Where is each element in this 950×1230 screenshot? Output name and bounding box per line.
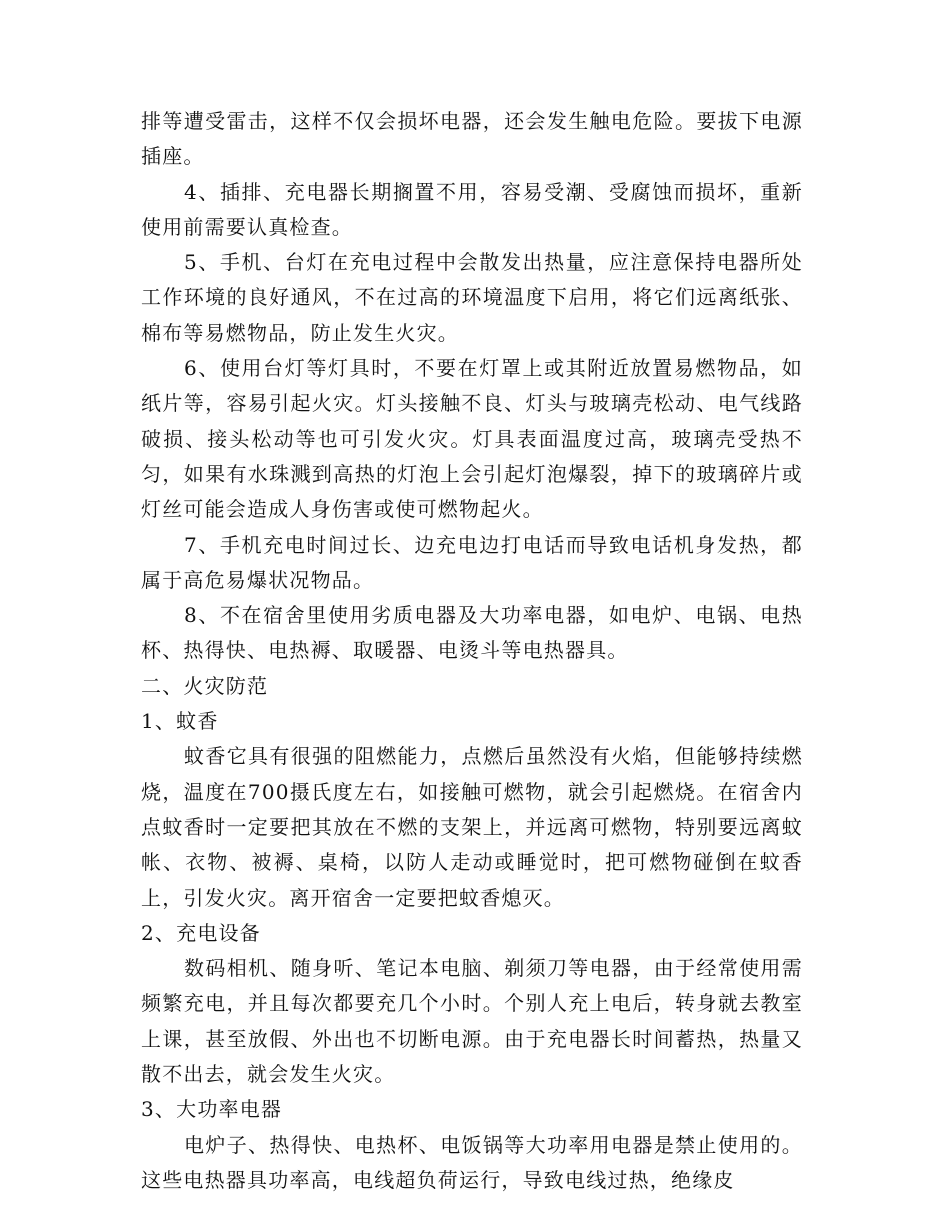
- paragraph-item-7: 7、手机充电时间过长、边充电边打电话而导致电话机身发热，都属于高危易爆状况物品。: [141, 532, 803, 592]
- paragraph-continued: 排等遭受雷击，这样不仅会损坏电器，还会发生触电危险。要拔下电源插座。: [141, 109, 803, 169]
- subheading-charging-devices: 2、充电设备: [141, 920, 261, 945]
- paragraph-item-4: 4、插排、充电器长期搁置不用，容易受潮、受腐蚀而损坏，重新使用前需要认真检查。: [141, 179, 803, 239]
- document-page: [141, 104, 803, 1198]
- paragraph-item-8: 8、不在宿舍里使用劣质电器及大功率电器，如电炉、电锅、电热杯、热得快、电热褥、取暖器、电烫斗等电热器具。: [141, 603, 803, 663]
- paragraph-item-6: 6、使用台灯等灯具时，不要在灯罩上或其附近放置易燃物品，如纸片等，容易引起火灾。灯头接触不良、灯头与玻璃壳松动、电气线路破损、接头松动等也可引发火灾。灯具表面温度过高，玻璃壳受热不匀，如果有水珠溅到高热的灯泡上会引起灯泡爆裂，掉下的玻璃碎片或灯丝可能会造成人身伤害或使可燃物起火。: [141, 356, 803, 522]
- paragraph-high-power-appliances: 电炉子、热得快、电热杯、电饭锅等大功率用电器是禁止使用的。这些电热器具功率高，电线超负荷运行，导致电线过热，绝缘皮: [141, 1132, 803, 1192]
- subheading-high-power-appliances: 3、大功率电器: [141, 1097, 283, 1122]
- subheading-mosquito-coil: 1、蚊香: [141, 709, 219, 734]
- section-heading-fire-prevention: 二、火灾防范: [141, 673, 269, 698]
- paragraph-charging-devices: 数码相机、随身听、笔记本电脑、剃须刀等电器，由于经常使用需频繁充电，并且每次都要充几个小时。个别人充上电后，转身就去教室上课，甚至放假、外出也不切断电源。由于充电器长时间蓄热，热量又散不出去，就会发生火灾。: [141, 956, 803, 1087]
- paragraph-item-5: 5、手机、台灯在充电过程中会散发出热量，应注意保持电器所处工作环境的良好通风，不在过高的环境温度下启用，将它们远离纸张、棉布等易燃物品，防止发生火灾。: [141, 250, 803, 345]
- paragraph-mosquito-coil: 蚊香它具有很强的阻燃能力，点燃后虽然没有火焰，但能够持续燃烧，温度在700摄氏度左右，如接触可燃物，就会引起燃烧。在宿舍内点蚊香时一定要把其放在不燃的支架上，并远离可燃物，特别要远离蚊帐、衣物、被褥、桌椅，以防人走动或睡觉时，把可燃物碰倒在蚊香上，引发火灾。离开宿舍一定要把蚊香熄灭。: [141, 744, 803, 910]
